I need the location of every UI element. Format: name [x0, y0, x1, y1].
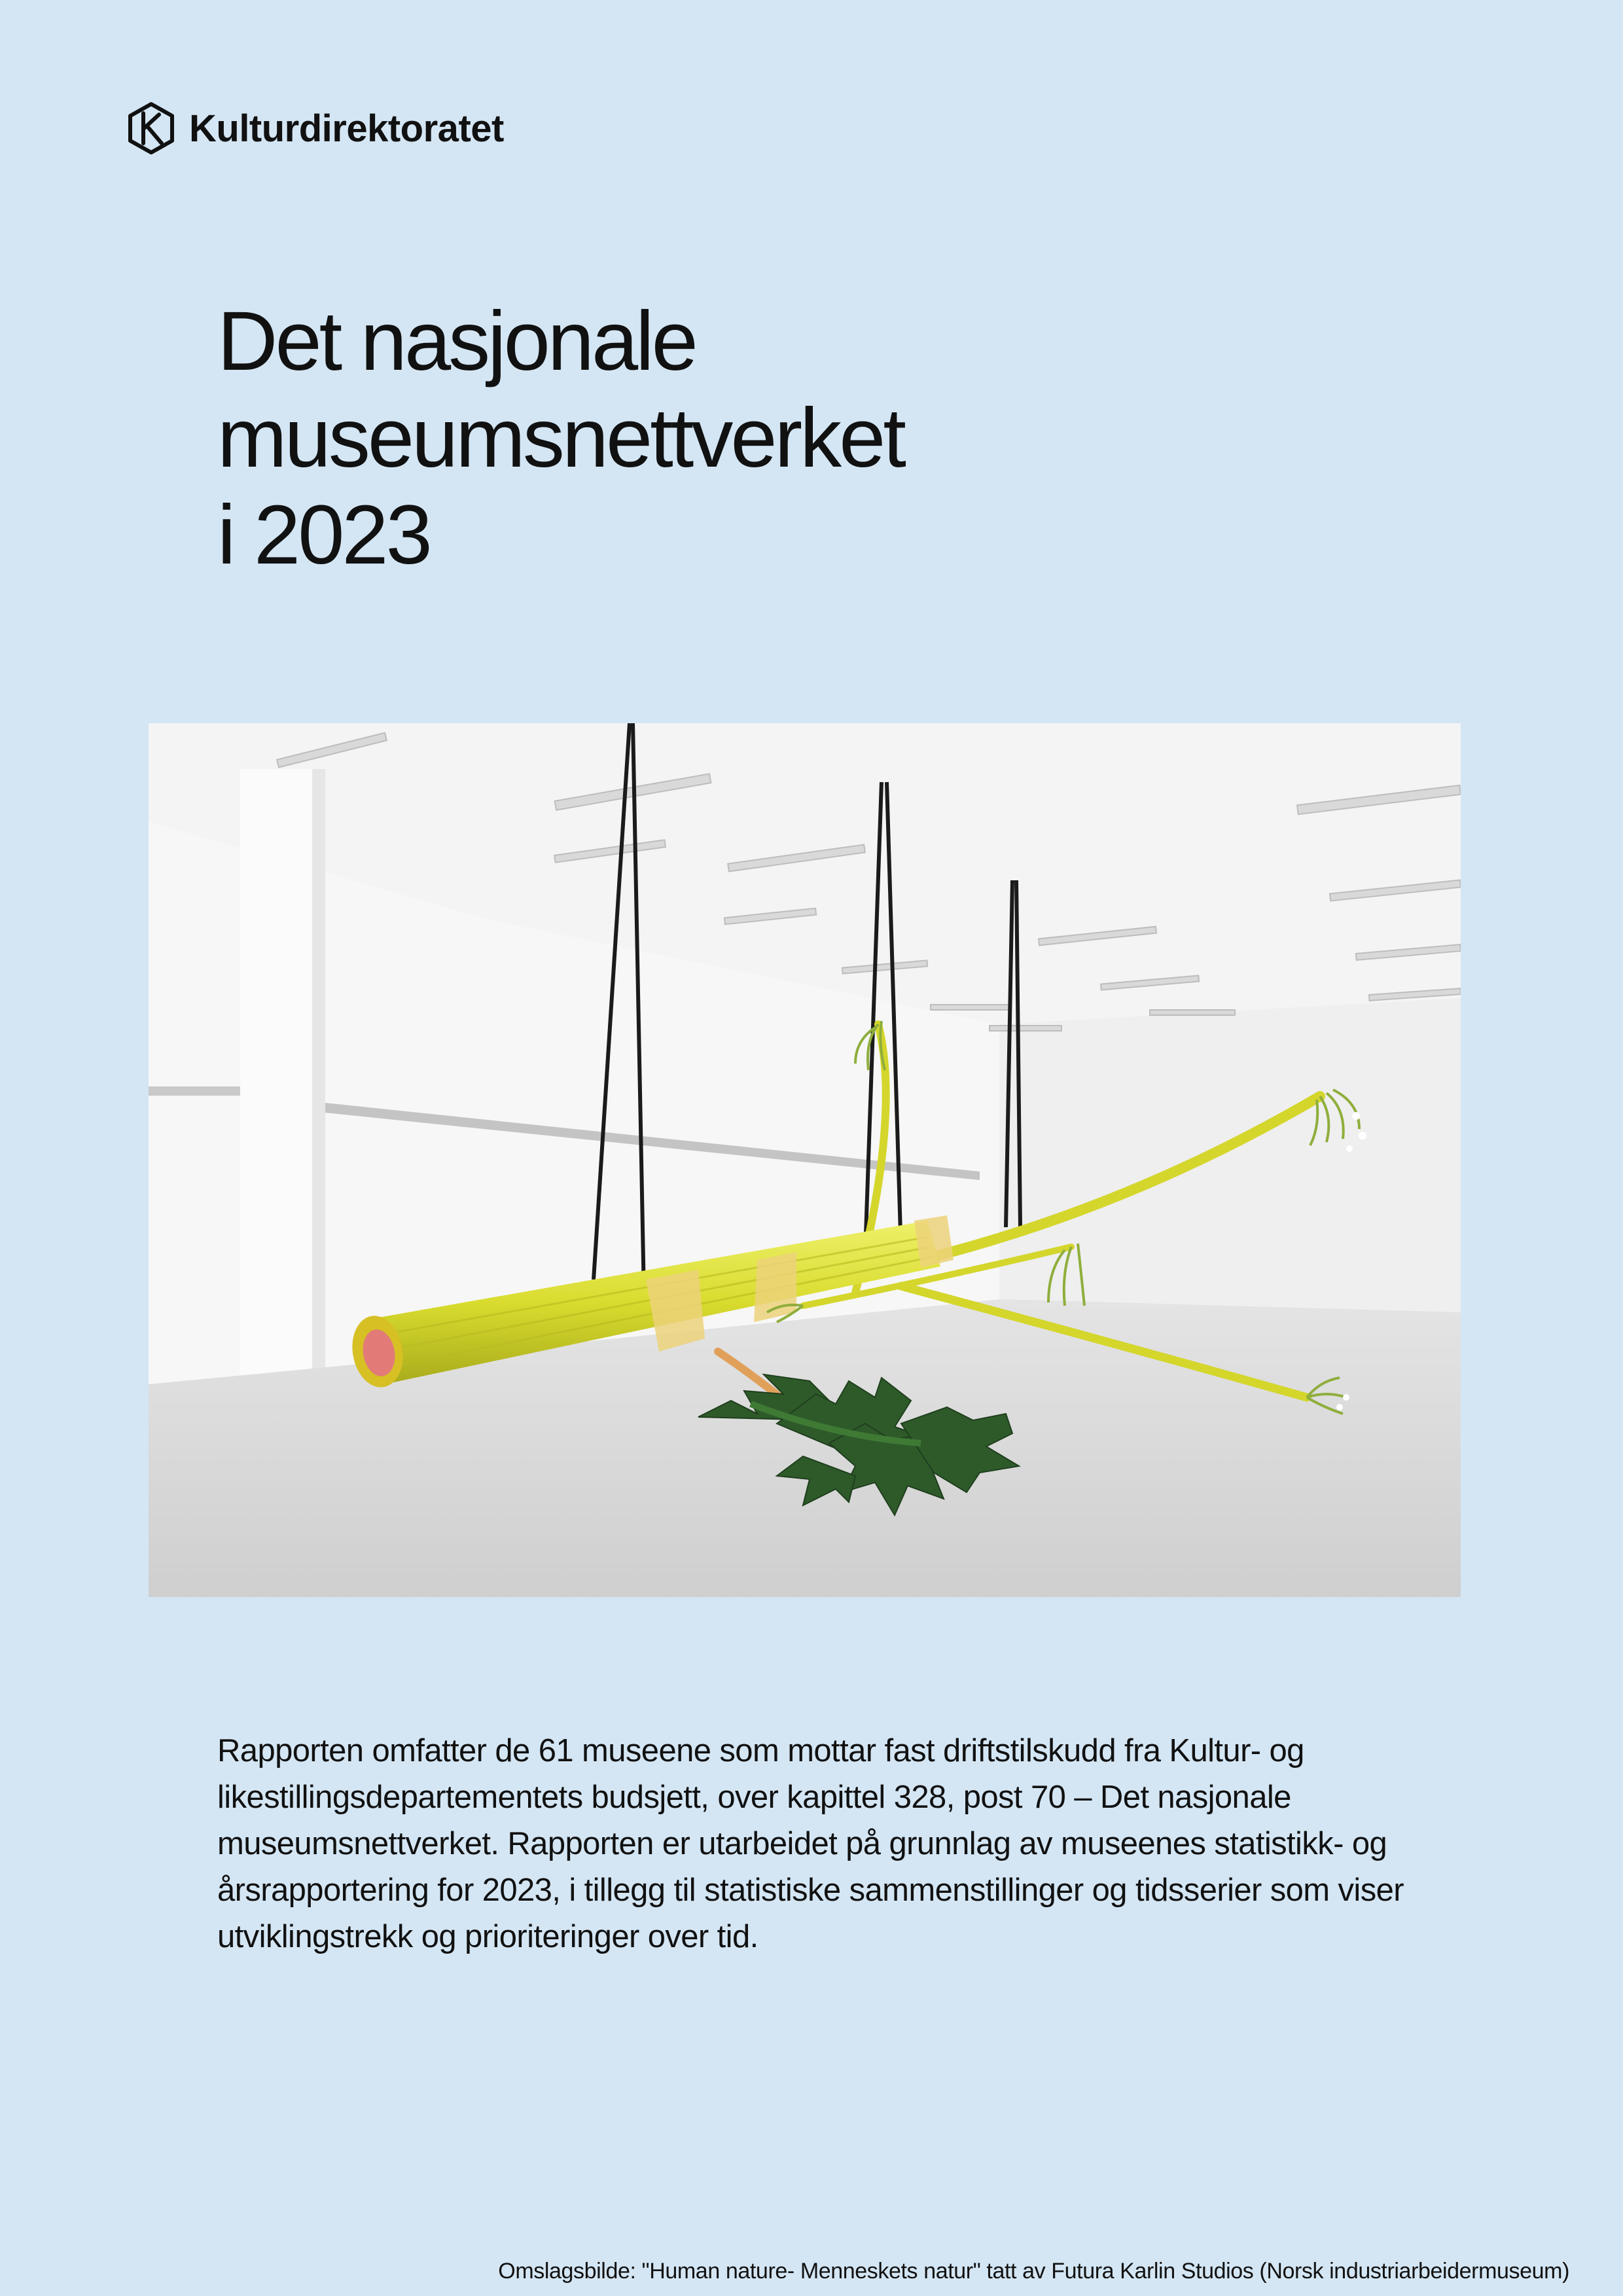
kulturdirektoratet-logo-icon	[128, 101, 175, 155]
cover-photo	[149, 723, 1461, 1597]
page-title	[217, 293, 1461, 584]
title-line-2: museumsnettverket	[217, 391, 904, 485]
photo-credit: Omslagsbilde: "Human nature- Menneskets natur" tatt av Futura Karlin Studios (Norsk industriarbeidermuseum)	[498, 2259, 1569, 2284]
brand-logo	[128, 101, 504, 155]
intro-paragraph: Rapporten omfatter de 61 museene som mottar fast driftstilskudd fra Kultur- og likestillingsdepartementets budsjett, over kapittel 328, post 70 – Det nasjonale museumsnettverket. Rapporten er utarbeidet på grunnlag av museenes statistikk- og årsrapportering for 2023, i tillegg til statistiske sammenstillinger og tidsserier som viser utviklingstrekk og prioriteringer over tid.	[217, 1733, 1404, 1954]
title-line-3: i 2023	[217, 488, 430, 582]
title-line-1: Det nasjonale	[217, 295, 696, 388]
sculpture-installation-illustration	[149, 723, 1461, 1597]
brand-name: Kulturdirektoratet	[189, 107, 504, 150]
